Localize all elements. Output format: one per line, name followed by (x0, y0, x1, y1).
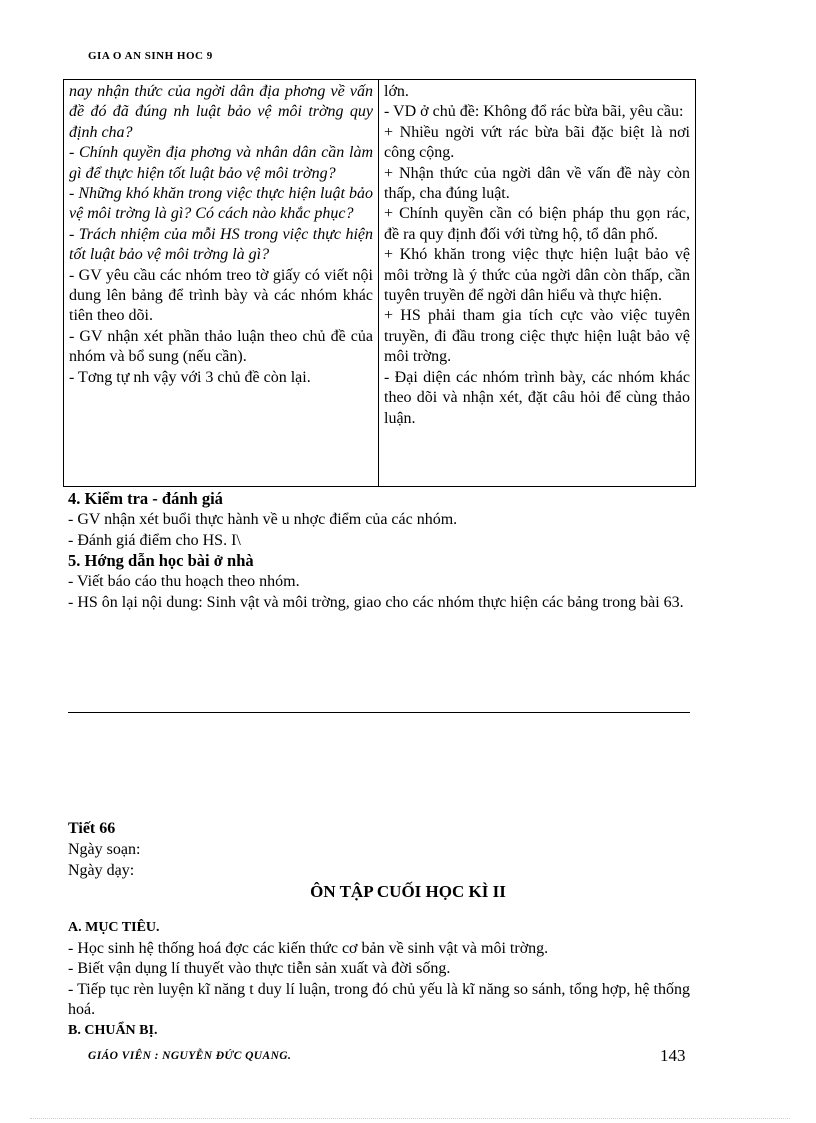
right-cell-paragraph: + Nhận thức của ngời dân về vấn đề này còn thấp, cha đúng luật. (384, 164, 690, 203)
section-4-heading: 4. Kiểm tra - đánh giá (68, 489, 223, 508)
left-cell-paragraph: - GV nhận xét phần thảo luận theo chủ đề của nhóm và bổ sung (nếu cần). (69, 327, 373, 366)
right-cell-paragraph: + HS phải tham gia tích cực vào việc tuyên truyền, đi đầu trong ciệc thực hiện luật bảo vệ môi trờng. (384, 307, 690, 366)
left-cell-paragraph: - GV yêu cầu các nhóm treo tờ giấy có viết nội dung lên bảng để trình bày và các nhóm khác tiên theo dõi. (69, 266, 373, 325)
page-bottom-border (30, 1118, 790, 1119)
objective-item: - Tiếp tục rèn luyện kĩ năng t duy lí luận, trong đó chủ yếu là kĩ năng so sánh, tổng hợp, hệ thống hoá. (68, 980, 690, 1018)
table-right-column (379, 80, 695, 486)
right-cell-paragraph: + Chính quyền cần có biện pháp thu gọn rác, đề ra quy định đối với từng hộ, tổ dân phố. (384, 205, 690, 243)
section-5-line: - HS ôn lại nội dung: Sinh vật và môi trờng, giao cho các nhóm thực hiện các bảng trong bài 63. (68, 593, 684, 611)
page-number: 143 (660, 1046, 686, 1065)
section-5-line: - Viết báo cáo thu hoạch theo nhóm. (68, 573, 300, 591)
lesson-title: ÔN TẬP CUỐI HỌC KÌ II (310, 882, 506, 901)
section-4-line: - GV nhận xét buổi thực hành về u nhợc điểm của các nhóm. (68, 510, 458, 528)
left-cell-paragraph: - Những khó khăn trong việc thực hiện luật bảo vệ môi trờng là gì? Có cách nào khắc phục? (69, 185, 373, 223)
right-cell-paragraph: + Nhiều ngời vứt rác bừa bãi đặc biệt là nơi công cộng. (384, 123, 690, 162)
table-left-column (64, 80, 379, 486)
lesson-number: Tiết 66 (68, 820, 116, 837)
objectives-section (68, 918, 690, 1041)
page-header: GIA O AN SINH HOC 9 (88, 50, 213, 62)
preparation-date-label: Ngày soạn: (68, 841, 141, 858)
left-cell-paragraph: - Trách nhiệm của mỗi HS trong việc thực hiện tốt luật bảo vệ môi trờng là gì? (69, 225, 373, 264)
teaching-date-label: Ngày dạy: (68, 862, 135, 879)
right-cell-paragraph: - VD ở chủ đề: Không đổ rác bừa bãi, yêu cầu: (384, 103, 684, 121)
section-4-line: - Đánh giá điểm cho HS. I\ (68, 531, 241, 549)
left-cell-paragraph: nay nhận thức của ngời dân địa phơng về vấn đề đó đã đúng nh luật bảo vệ môi trờng quy định cha? (69, 83, 373, 141)
right-cell-paragraph: + Khó khăn trong việc thực hiện luật bảo vệ môi trờng là ý thức của ngời dân còn thấp, cần tuyên truyền để ngời dân hiểu và thực hiện. (384, 246, 690, 305)
footer-teacher: GIÁO VIÊN : NGUYỄN ĐỨC QUANG. (88, 1050, 292, 1062)
left-cell-paragraph: - Tơng tự nh vậy với 3 chủ đề còn lại. (69, 368, 311, 386)
lesson-table (63, 79, 696, 487)
objective-item: - Học sinh hệ thống hoá đợc các kiến thức cơ bản về sinh vật và môi trờng. (68, 939, 549, 957)
left-cell-paragraph: - Chính quyền địa phơng và nhân dân cần làm gì để thực hiện tốt luật bảo vệ môi trờng? (69, 144, 373, 182)
objective-item: - Biết vận dụng lí thuyết vào thực tiễn sản xuất và đời sống. (68, 960, 451, 977)
section-4 (68, 489, 690, 614)
objectives-heading: A. MỤC TIÊU. (68, 920, 160, 935)
section-5-heading: 5. Hớng dẫn học bài ở nhà (68, 551, 254, 571)
preparation-heading: B. CHUẨN BỊ. (68, 1022, 158, 1038)
right-cell-paragraph: lớn. (384, 83, 409, 100)
divider-line (68, 712, 690, 713)
right-cell-paragraph: - Đại diện các nhóm trình bày, các nhóm khác theo dõi và nhận xét, đặt câu hỏi để cùng thảo luận. (384, 368, 690, 427)
lesson-meta (68, 818, 140, 881)
